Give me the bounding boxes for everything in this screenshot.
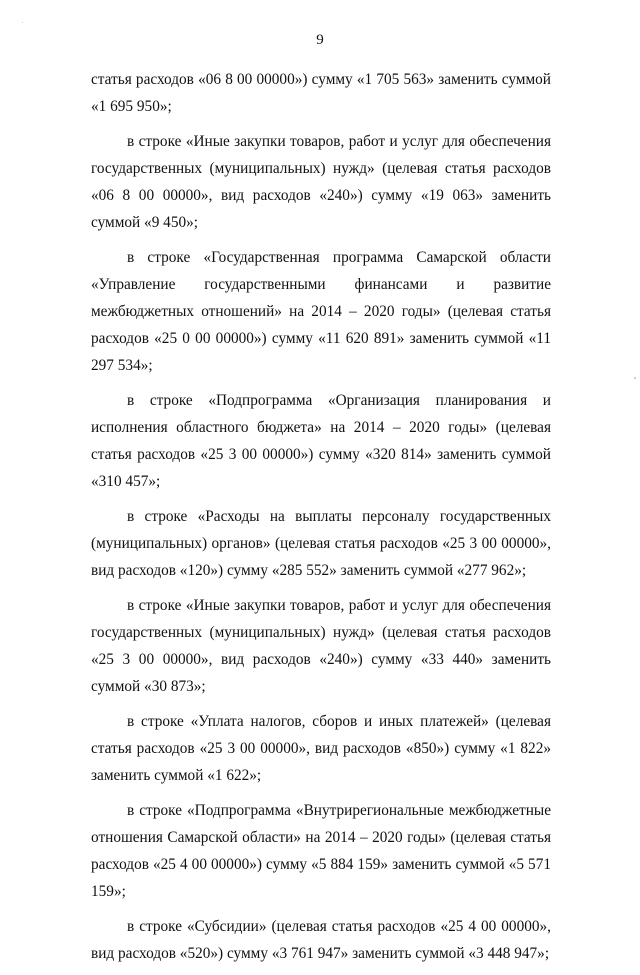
paragraph: в строке «Подпрограмма «Организация планирования и исполнения областного бюджета» на 2014 – 2020 годы» (целевая статья расходов «25 3 00 00000») сумму «320 814» заменить суммой «310 457»; bbox=[91, 392, 551, 490]
paragraph: в строке «Подпрограмма «Внутрирегиональные межбюджетные отношения Самарской области» на 2014 – 2020 годы» (целевая статья расходов «25 4 00 00000») сумму «5 884 159» заменить суммой «5 571 159»; bbox=[91, 802, 551, 900]
paragraph: в строке «Уплата налогов, сборов и иных платежей» (целевая статья расходов «25 3 00 00000», вид расходов «850») сумму «1 822» заменить суммой «1 622»; bbox=[91, 713, 551, 784]
paragraph: в строке «Государственная программа Самарской области «Управление государственными финансами и развитие межбюджетных отношений» на 2014 – 2020 годы» (целевая статья расходов «25 0 00 00000») сумму «11 620 891» заменить суммой «11 297 534»; bbox=[91, 249, 551, 374]
paragraph: в строке «Субсидии» (целевая статья расходов «25 4 00 00000», вид расходов «520») сумму «3 761 947» заменить суммой «3 448 947»; bbox=[91, 918, 551, 962]
paragraph: в строке «Расходы на выплаты персоналу государственных (муниципальных) органов» (целевая статья расходов «25 3 00 00000», вид расходов «120») сумму «285 552» заменить суммой «277 962»; bbox=[91, 508, 551, 579]
scan-speck bbox=[22, 22, 23, 23]
paragraph: в строке «Иные закупки товаров, работ и услуг для обеспечения государственных (муниципальных) нужд» (целевая статья расходов «25 3 00 00000», вид расходов «240») сумму «33 440» заменить суммой «30 873»; bbox=[91, 597, 551, 695]
paragraph: в строке «Иные закупки товаров, работ и услуг для обеспечения государственных (муниципальных) нужд» (целевая статья расходов «06 8 00 00000», вид расходов «240») сумму «19 063» заменить суммой «9 450»; bbox=[91, 133, 551, 231]
page-number: 9 bbox=[316, 32, 324, 48]
document-body bbox=[91, 66, 551, 975]
paragraph-continued: статья расходов «06 8 00 00000») сумму «1 705 563» заменить суммой «1 695 950»; bbox=[91, 71, 551, 115]
scan-speck bbox=[634, 377, 636, 379]
